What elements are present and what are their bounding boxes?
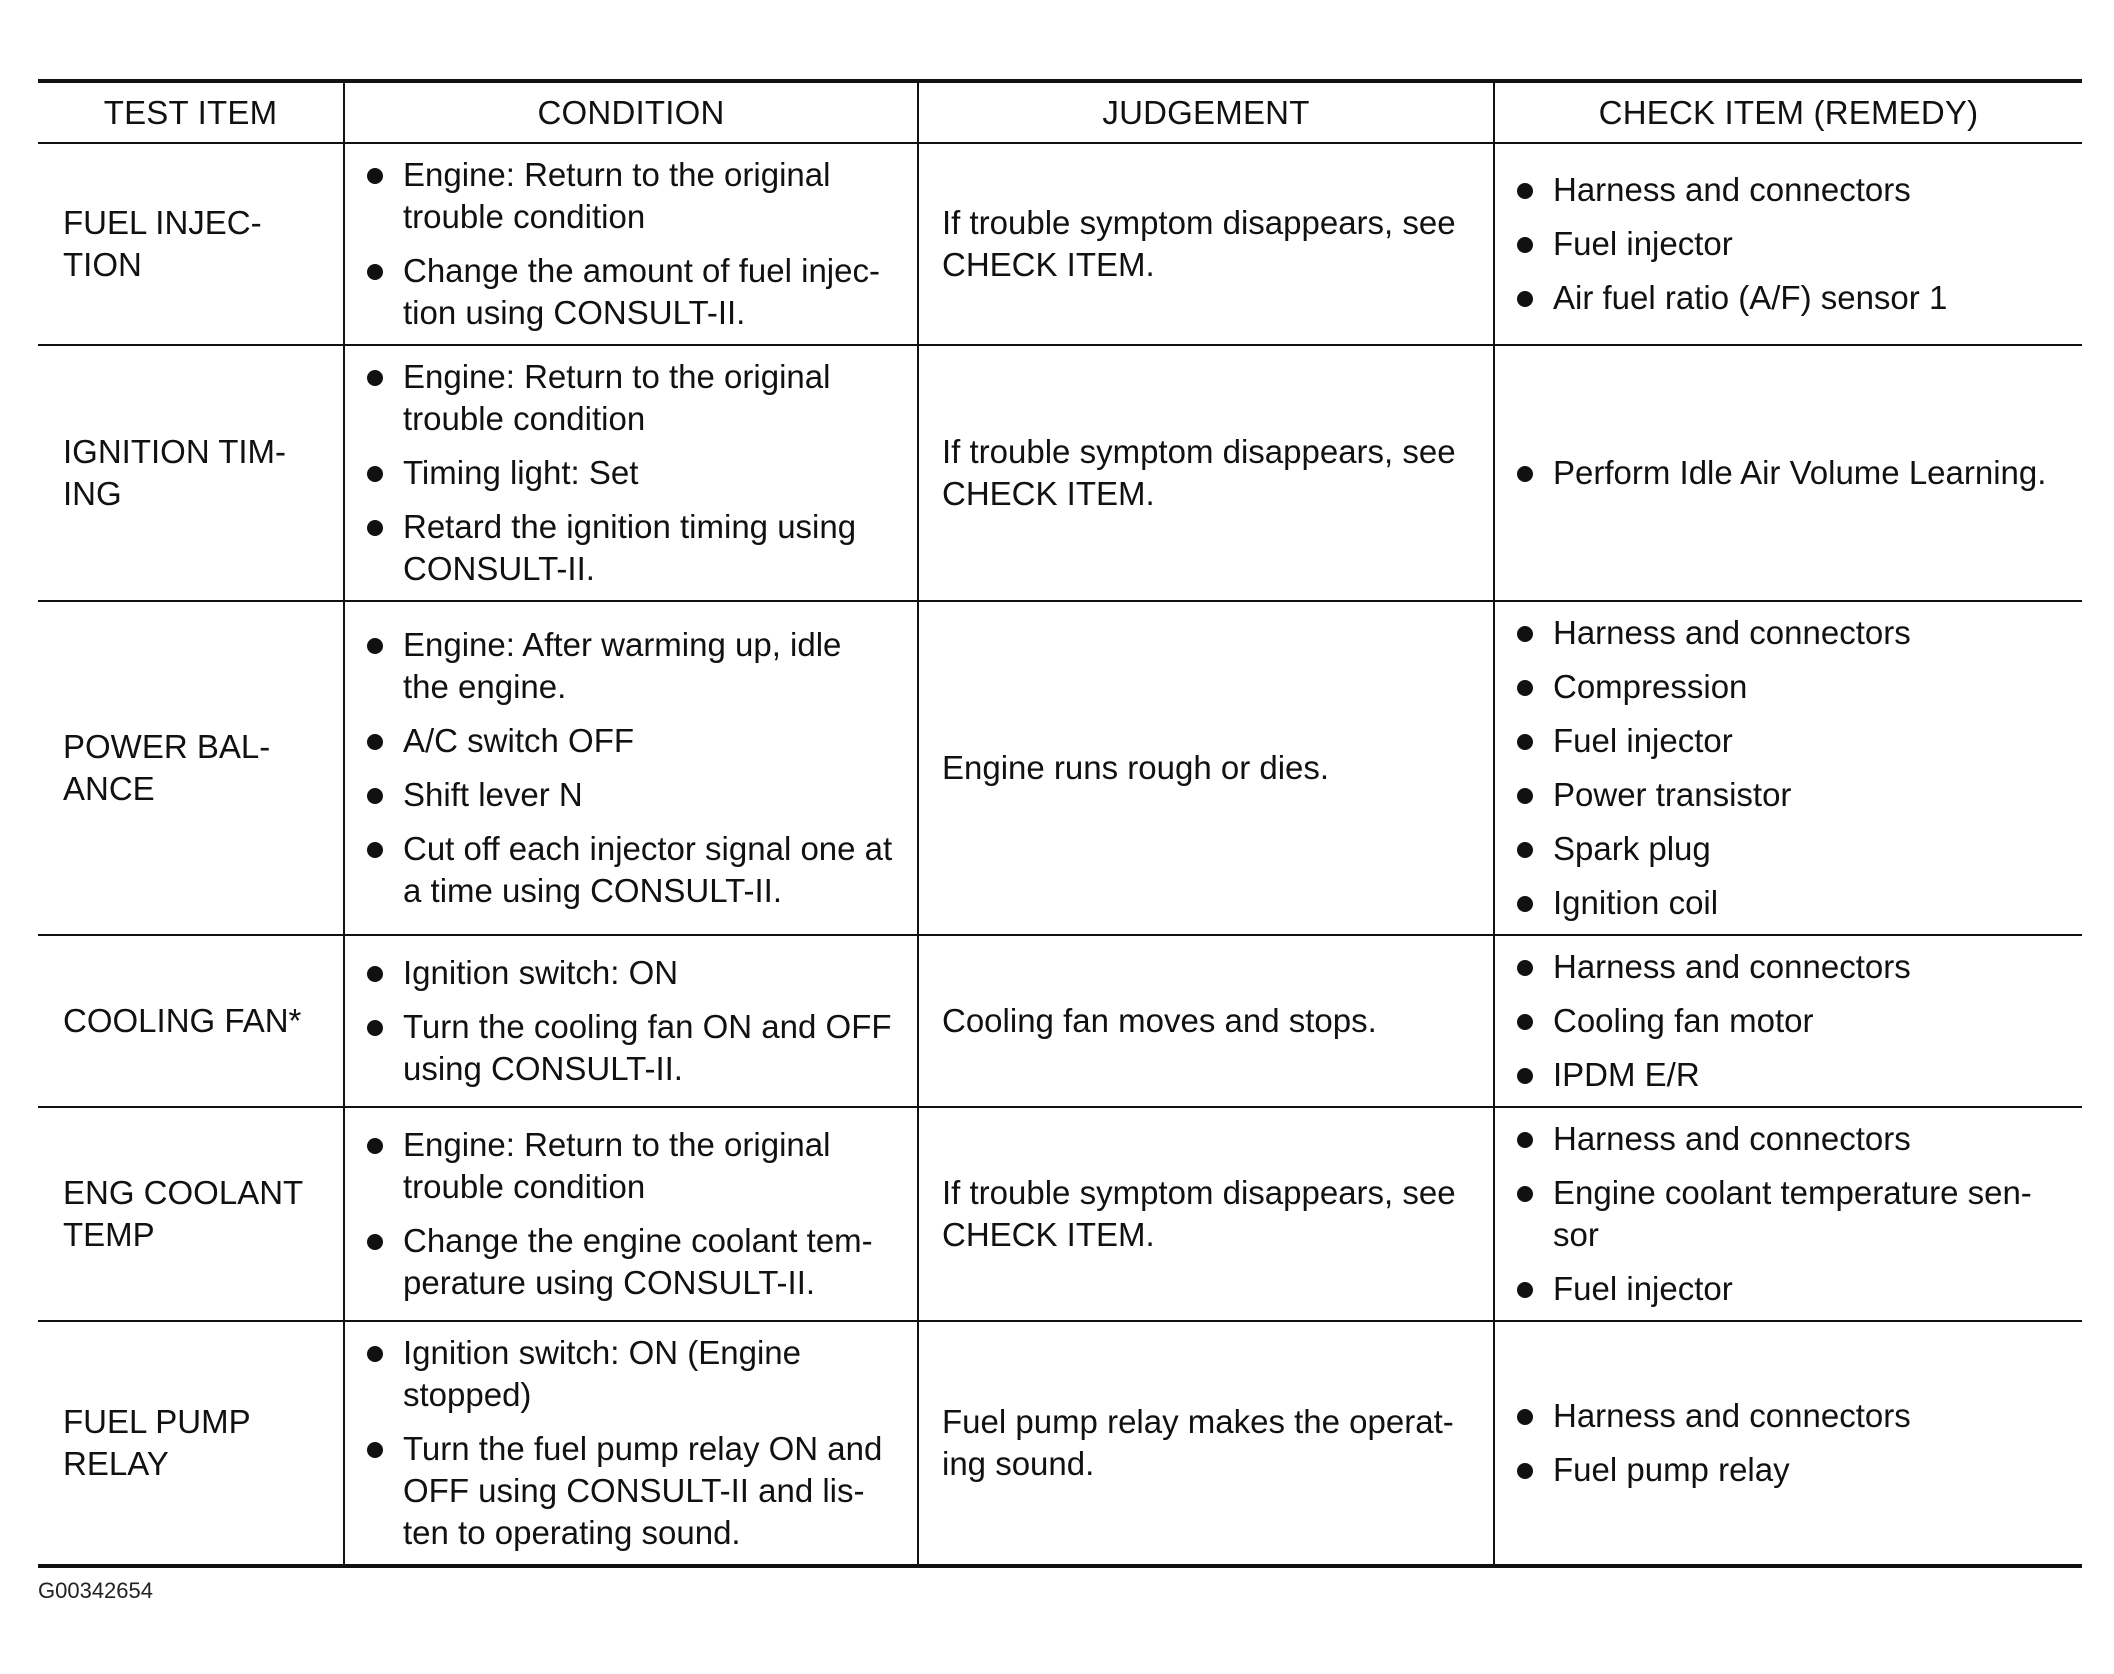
- table-row: [38, 935, 2082, 1107]
- condition-bullet: A/C switch OFF: [363, 720, 907, 762]
- condition-bullet: Engine: Return to the original trouble condition: [363, 356, 907, 440]
- condition-bullet: Timing light: Set: [363, 452, 907, 494]
- condition-bullet: Turn the fuel pump relay ON and OFF using CONSULT-II and lis- ten to operating sound.: [363, 1428, 907, 1554]
- condition-cell: [344, 601, 918, 935]
- check-bullet: Ignition coil: [1513, 882, 2072, 924]
- table-row: [38, 143, 2082, 345]
- check-bullet: Fuel injector: [1513, 1268, 2072, 1310]
- check-bullet: Spark plug: [1513, 828, 2072, 870]
- check-bullet: Engine coolant temperature sen- sor: [1513, 1172, 2072, 1256]
- judgement-cell: If trouble symptom disappears, see CHECK ITEM.: [918, 1107, 1494, 1321]
- check-bullet: Perform Idle Air Volume Learning.: [1513, 452, 2072, 494]
- figure-id: G00342654: [38, 1578, 153, 1603]
- judgement-cell: Fuel pump relay makes the operat- ing sound.: [918, 1321, 1494, 1566]
- check-bullet: Fuel injector: [1513, 720, 2072, 762]
- check-bullet: Fuel injector: [1513, 223, 2072, 265]
- condition-bullet: Shift lever N: [363, 774, 907, 816]
- check-bullet: Compression: [1513, 666, 2072, 708]
- table-row: [38, 601, 2082, 935]
- check-bullet: Harness and connectors: [1513, 612, 2072, 654]
- judgement-cell: If trouble symptom disappears, see CHECK ITEM.: [918, 345, 1494, 601]
- check-item-cell: [1494, 143, 2082, 345]
- check-bullet: IPDM E/R: [1513, 1054, 2072, 1096]
- test-item-cell: ENG COOLANT TEMP: [38, 1107, 344, 1321]
- condition-bullet: Change the amount of fuel injec- tion using CONSULT-II.: [363, 250, 907, 334]
- check-bullet: Harness and connectors: [1513, 1118, 2072, 1160]
- table-row: [38, 1107, 2082, 1321]
- condition-bullet: Engine: After warming up, idle the engine.: [363, 624, 907, 708]
- check-item-cell: [1494, 935, 2082, 1107]
- check-bullet: Power transistor: [1513, 774, 2072, 816]
- check-bullet: Harness and connectors: [1513, 169, 2072, 211]
- test-item-cell: IGNITION TIM- ING: [38, 345, 344, 601]
- active-test-table: [38, 79, 2082, 1568]
- test-item-cell: FUEL INJEC- TION: [38, 143, 344, 345]
- header-check-item: CHECK ITEM (REMEDY): [1494, 81, 2082, 143]
- condition-cell: [344, 935, 918, 1107]
- header-test-item: TEST ITEM: [38, 81, 344, 143]
- check-bullet: Air fuel ratio (A/F) sensor 1: [1513, 277, 2072, 319]
- condition-cell: [344, 143, 918, 345]
- judgement-cell: Cooling fan moves and stops.: [918, 935, 1494, 1107]
- test-item-cell: FUEL PUMP RELAY: [38, 1321, 344, 1566]
- condition-bullet: Retard the ignition timing using CONSULT-II.: [363, 506, 907, 590]
- check-bullet: Fuel pump relay: [1513, 1449, 2072, 1491]
- condition-bullet: Change the engine coolant tem- perature using CONSULT-II.: [363, 1220, 907, 1304]
- check-bullet: Harness and connectors: [1513, 1395, 2072, 1437]
- condition-cell: [344, 1107, 918, 1321]
- condition-bullet: Ignition switch: ON: [363, 952, 907, 994]
- test-item-cell: POWER BAL- ANCE: [38, 601, 344, 935]
- judgement-cell: If trouble symptom disappears, see CHECK ITEM.: [918, 143, 1494, 345]
- check-bullet: Cooling fan motor: [1513, 1000, 2072, 1042]
- condition-bullet: Cut off each injector signal one at a time using CONSULT-II.: [363, 828, 907, 912]
- judgement-cell: Engine runs rough or dies.: [918, 601, 1494, 935]
- check-item-cell: [1494, 1107, 2082, 1321]
- condition-bullet: Engine: Return to the original trouble condition: [363, 1124, 907, 1208]
- condition-cell: [344, 1321, 918, 1566]
- check-item-cell: [1494, 345, 2082, 601]
- condition-bullet: Ignition switch: ON (Engine stopped): [363, 1332, 907, 1416]
- check-item-cell: [1494, 1321, 2082, 1566]
- condition-cell: [344, 345, 918, 601]
- header-judgement: JUDGEMENT: [918, 81, 1494, 143]
- table-row: [38, 1321, 2082, 1566]
- check-bullet: Harness and connectors: [1513, 946, 2072, 988]
- condition-bullet: Turn the cooling fan ON and OFF using CONSULT-II.: [363, 1006, 907, 1090]
- header-row: [38, 81, 2082, 143]
- condition-bullet: Engine: Return to the original trouble condition: [363, 154, 907, 238]
- table-row: [38, 345, 2082, 601]
- header-condition: CONDITION: [344, 81, 918, 143]
- check-item-cell: [1494, 601, 2082, 935]
- test-item-cell: COOLING FAN*: [38, 935, 344, 1107]
